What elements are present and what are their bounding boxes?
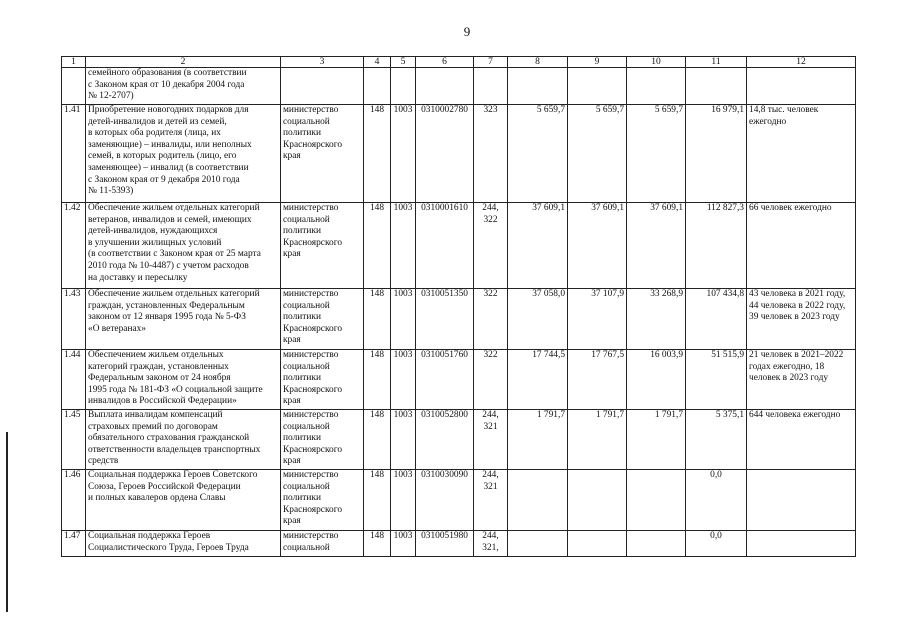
empty-cell [364, 68, 391, 105]
row-number-cell: 1.43 [62, 289, 86, 350]
target-article-cell: 0310051980 [416, 531, 474, 557]
empty-cell [391, 68, 416, 105]
expected-result-cell: 66 человек ежегодно [747, 203, 856, 289]
target-article-cell: 0310051760 [416, 350, 474, 410]
amount-cell [627, 531, 686, 557]
table-row-1-46 [62, 470, 856, 531]
section-code-cell: 1003 [391, 350, 416, 410]
executor-cell: министерство социальной политики Красноярского края [281, 410, 364, 470]
executor-cell: министерство социальной [281, 531, 364, 557]
col-header-10: 10 [627, 57, 686, 68]
table-row-1-45 [62, 410, 856, 470]
total-amount-cell: 5 375,1 [686, 410, 747, 470]
page-number: 9 [463, 24, 471, 39]
activity-name-cell: Выплата инвалидам компенсаций страховых премий по договорам обязательного страхования гражданской ответственности владельцев транспортных средств [86, 410, 281, 470]
expected-result-cell: 14,8 тыс. человек ежегодно [747, 105, 856, 203]
empty-cell [747, 68, 856, 105]
expense-type-cell: 244, 322 [474, 203, 508, 289]
activity-name-cell: Социальная поддержка Героев Советского Союза, Героев Российской Федерации и полных кавалеров ордена Славы [86, 470, 281, 531]
grbs-code-cell: 148 [364, 289, 391, 350]
target-article-cell: 0310030090 [416, 470, 474, 531]
total-amount-cell: 0,0 [686, 470, 747, 531]
executor-cell: министерство социальной политики Красноярского края [281, 105, 364, 203]
section-code-cell: 1003 [391, 203, 416, 289]
target-article-cell: 0310052800 [416, 410, 474, 470]
expense-type-cell: 244, 321 [474, 410, 508, 470]
col-header-12: 12 [747, 57, 856, 68]
amount-cell: 17 744,5 [508, 350, 568, 410]
empty-cell [474, 68, 508, 105]
amount-cell [568, 531, 627, 557]
executor-cell [281, 68, 364, 105]
amount-cell: 5 659,7 [627, 105, 686, 203]
section-code-cell: 1003 [391, 531, 416, 557]
col-header-11: 11 [686, 57, 747, 68]
row-number-cell: 1.46 [62, 470, 86, 531]
table-row-1-41 [62, 105, 856, 203]
executor-cell: министерство социальной политики Красноярского края [281, 203, 364, 289]
expected-result-cell [747, 470, 856, 531]
row-number-cell: 1.44 [62, 350, 86, 410]
amount-cell: 37 609,1 [627, 203, 686, 289]
col-header-3: 3 [281, 57, 364, 68]
amount-cell: 37 609,1 [568, 203, 627, 289]
expected-result-cell: 644 человека ежегодно [747, 410, 856, 470]
executor-cell: министерство социальной политики Красноярского края [281, 470, 364, 531]
amount-cell: 33 268,9 [627, 289, 686, 350]
activity-name-cell: Обеспечением жильем отдельных категорий граждан, установленных Федеральным законом от 24 ноября 1995 года № 181-ФЗ «О социальной защите инвалидов в Российской Федерации» [86, 350, 281, 410]
executor-cell: министерство социальной политики Красноярского края [281, 350, 364, 410]
total-amount-cell: 0,0 [686, 531, 747, 557]
amount-cell: 16 003,9 [627, 350, 686, 410]
row-number-cell: 1.45 [62, 410, 86, 470]
table-row-1-42 [62, 203, 856, 289]
target-article-cell: 0310001610 [416, 203, 474, 289]
col-header-9: 9 [568, 57, 627, 68]
section-code-cell: 1003 [391, 410, 416, 470]
amount-cell: 5 659,7 [508, 105, 568, 203]
empty-cell [568, 68, 627, 105]
program-activities-table [61, 56, 856, 557]
amount-cell [508, 470, 568, 531]
total-amount-cell: 16 979,1 [686, 105, 747, 203]
target-article-cell: 0310002780 [416, 105, 474, 203]
table-row-1-43 [62, 289, 856, 350]
empty-cell [416, 68, 474, 105]
col-header-8: 8 [508, 57, 568, 68]
row-number-cell: 1.42 [62, 203, 86, 289]
amount-cell [627, 470, 686, 531]
activity-name-cell: семейного образования (в соответствии с Законом края от 10 декабря 2004 года № 12-2707) [86, 68, 281, 105]
grbs-code-cell: 148 [364, 105, 391, 203]
column-number-header [62, 57, 856, 68]
expected-result-cell [747, 531, 856, 557]
total-amount-cell: 112 827,3 [686, 203, 747, 289]
section-code-cell: 1003 [391, 105, 416, 203]
amount-cell: 1 791,7 [508, 410, 568, 470]
section-code-cell: 1003 [391, 289, 416, 350]
amount-cell: 1 791,7 [627, 410, 686, 470]
amount-cell: 5 659,7 [568, 105, 627, 203]
expense-type-cell: 322 [474, 289, 508, 350]
table-row-1-47 [62, 531, 856, 557]
grbs-code-cell: 148 [364, 350, 391, 410]
row-number-cell: 1.47 [62, 531, 86, 557]
margin-line [6, 432, 8, 612]
section-code-cell: 1003 [391, 470, 416, 531]
executor-cell: министерство социальной политики Красноярского края [281, 289, 364, 350]
amount-cell: 37 609,1 [508, 203, 568, 289]
col-header-7: 7 [474, 57, 508, 68]
total-amount-cell: 51 515,9 [686, 350, 747, 410]
expense-type-cell: 244, 321, [474, 531, 508, 557]
grbs-code-cell: 148 [364, 470, 391, 531]
activity-name-cell: Социальная поддержка Героев Социалистического Труда, Героев Труда [86, 531, 281, 557]
empty-cell [627, 68, 686, 105]
expense-type-cell: 323 [474, 105, 508, 203]
amount-cell: 1 791,7 [568, 410, 627, 470]
amount-cell [508, 531, 568, 557]
grbs-code-cell: 148 [364, 410, 391, 470]
row-number-cell [62, 68, 86, 105]
col-header-2: 2 [86, 57, 281, 68]
expected-result-cell: 43 человека в 2021 году, 44 человека в 2022 году, 39 человек в 2023 году [747, 289, 856, 350]
total-amount-cell: 107 434,8 [686, 289, 747, 350]
activity-name-cell: Приобретение новогодних подарков для детей-инвалидов и детей из семей, в которых оба родителя (лица, их заменяющие) – инвалиды, или неполных семей, в которых родитель (лицо, его заменяющее) – инвалид (в соответствии с Законом края от 9 декабря 2010 года № 11-5393) [86, 105, 281, 203]
col-header-5: 5 [391, 57, 416, 68]
row-number-cell: 1.41 [62, 105, 86, 203]
grbs-code-cell: 148 [364, 203, 391, 289]
amount-cell: 37 058,0 [508, 289, 568, 350]
amount-cell: 37 107,9 [568, 289, 627, 350]
amount-cell [568, 470, 627, 531]
col-header-1: 1 [62, 57, 86, 68]
grbs-code-cell: 148 [364, 531, 391, 557]
col-header-4: 4 [364, 57, 391, 68]
activity-name-cell: Обеспечение жильем отдельных категорий граждан, установленных Федеральным законом от 12 января 1995 года № 5-ФЗ «О ветеранах» [86, 289, 281, 350]
col-header-6: 6 [416, 57, 474, 68]
amount-cell: 17 767,5 [568, 350, 627, 410]
target-article-cell: 0310051350 [416, 289, 474, 350]
expense-type-cell: 322 [474, 350, 508, 410]
empty-cell [508, 68, 568, 105]
expected-result-cell: 21 человек в 2021–2022 годах ежегодно, 18 человек в 2023 году [747, 350, 856, 410]
activity-name-cell: Обеспечение жильем отдельных категорий ветеранов, инвалидов и семей, имеющих детей-инвалидов, нуждающихся в улучшении жилищных условий (в соответствии с Законом края от 25 марта 2010 года № 10-4487) с учетом расходов на доставку и пересылку [86, 203, 281, 289]
expense-type-cell: 244, 321 [474, 470, 508, 531]
empty-cell [686, 68, 747, 105]
continuation-row [62, 68, 856, 105]
table-row-1-44 [62, 350, 856, 410]
